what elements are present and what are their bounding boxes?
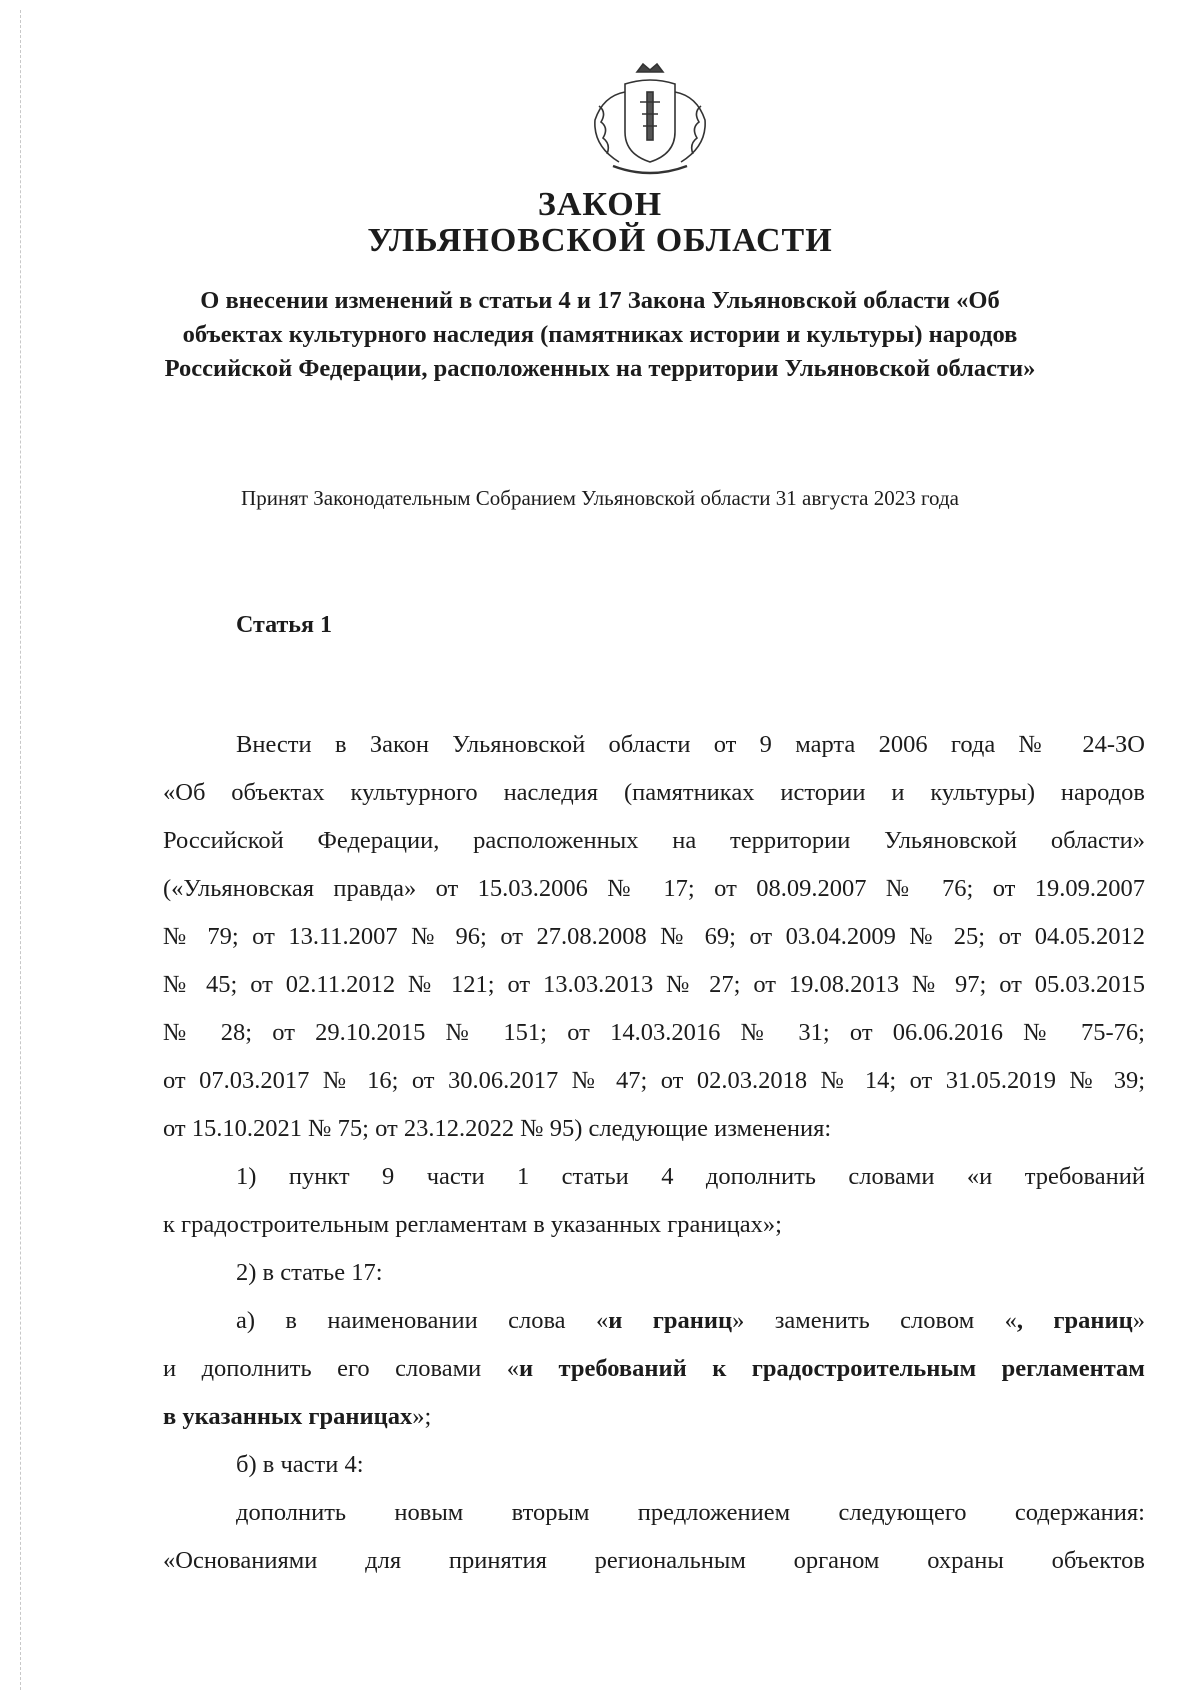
item-1-line1: 1) пункт 9 части 1 статьи 4 дополнить словами «и требований xyxy=(236,1163,1145,1190)
item-1-line2: к градостроительным регламентам в указанных границах»; xyxy=(163,1211,782,1238)
item-2a-line1: а) в наименовании слова «и границ» заменить словом «, границ» xyxy=(236,1307,1145,1334)
scan-edge-dashes xyxy=(20,10,21,1690)
item-2: 2) в статье 17: xyxy=(236,1259,383,1286)
item-2b: б) в части 4: xyxy=(236,1451,364,1478)
paragraph-line: Российской Федерации, расположенных на территории Ульяновской области» xyxy=(163,827,1145,854)
item-2a-line3: в указанных границах»; xyxy=(163,1403,432,1430)
law-title-line2: УЛЬЯНОВСКОЙ ОБЛАСТИ xyxy=(367,222,833,259)
item-2b-text-line1: дополнить новым вторым предложением следующего содержания: xyxy=(236,1499,1145,1526)
coat-of-arms-emblem xyxy=(585,62,715,178)
paragraph-line: № 79; от 13.11.2007 № 96; от 27.08.2008 № 69; от 03.04.2009 № 25; от 04.05.2012 xyxy=(163,923,1145,950)
law-title-line1: ЗАКОН xyxy=(537,186,663,223)
paragraph-line: от 07.03.2017 № 16; от 30.06.2017 № 47; от 02.03.2018 № 14; от 31.05.2019 № 39; xyxy=(163,1067,1145,1094)
adoption-note: Принят Законодательным Собранием Ульяновской области 31 августа 2023 года xyxy=(241,486,959,510)
paragraph-line: «Об объектах культурного наследия (памятниках истории и культуры) народов xyxy=(163,779,1145,806)
article-heading: Статья 1 xyxy=(236,612,332,638)
item-2a-line2: и дополнить его словами «и требований к градостроительным регламентам xyxy=(163,1355,1145,1382)
law-subtitle: О внесении изменений в статьи 4 и 17 Закона Ульяновской области «Об объектах культурного наследия (памятниках истории и культуры) народов Российской Федерации, расположенных на территории Ульяновской области» xyxy=(164,287,1036,382)
paragraph-line: № 45; от 02.11.2012 № 121; от 13.03.2013 № 27; от 19.08.2013 № 97; от 05.03.2015 xyxy=(163,971,1145,998)
paragraph-line: («Ульяновская правда» от 15.03.2006 № 17; от 08.09.2007 № 76; от 19.09.2007 xyxy=(163,875,1145,902)
item-2b-text-line2: «Основаниями для принятия региональным органом охраны объектов xyxy=(163,1547,1145,1574)
paragraph-line: Внести в Закон Ульяновской области от 9 марта 2006 года № 24-ЗО xyxy=(236,731,1145,758)
paragraph-line: от 15.10.2021 № 75; от 23.12.2022 № 95) следующие изменения: xyxy=(163,1115,832,1142)
paragraph-line: № 28; от 29.10.2015 № 151; от 14.03.2016 № 31; от 06.06.2016 № 75-76; xyxy=(163,1019,1145,1046)
